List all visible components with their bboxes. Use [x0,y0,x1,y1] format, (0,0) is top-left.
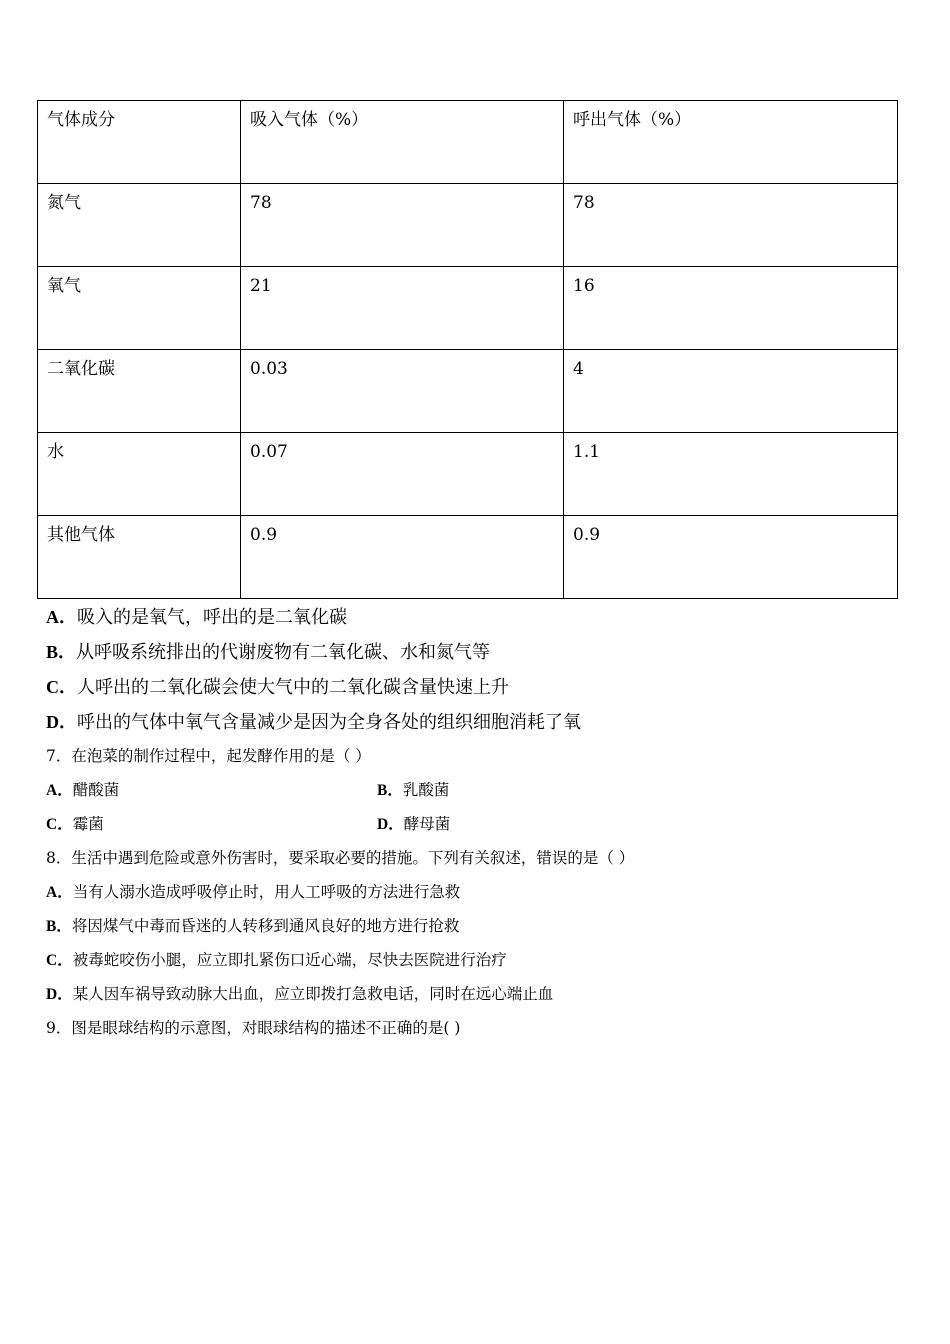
option-label: D． [46,986,73,1003]
q8-option-a [46,880,460,902]
table-cell: 78 [241,184,564,267]
q7-option-a [46,778,119,800]
table-cell: 氮气 [38,184,241,267]
option-label: D． [46,712,77,732]
table-header-row [38,101,898,184]
table-cell: 0.03 [241,350,564,433]
option-text: 人呼出的二氧化碳会使大气中的二氧化碳含量快速上升 [77,677,509,698]
option-text: 吸入的是氧气，呼出的是二氧化碳 [77,607,347,628]
q8-option-d [46,982,553,1004]
gas-composition-table [37,100,898,599]
q8-option-c [46,948,507,970]
table-cell: 0.9 [564,516,898,599]
table-cell: 4 [564,350,898,433]
option-label: A． [46,782,73,799]
header-cell: 吸入气体（%） [241,101,564,184]
option-label: B． [46,918,72,935]
q7-option-d [377,812,450,834]
table-cell: 水 [38,433,241,516]
table-cell: 21 [241,267,564,350]
q6-option-a [46,603,347,629]
option-label: A． [46,884,73,901]
option-label: C． [46,952,73,969]
option-label: C． [46,816,73,833]
header-cell: 呼出气体（%） [564,101,898,184]
option-text: 酵母菌 [403,815,451,833]
option-label: B． [377,782,403,799]
table-cell: 78 [564,184,898,267]
q7-option-c [46,812,104,834]
option-text: 将因煤气中毒而昏迷的人转移到通风良好的地方进行抢救 [71,917,460,935]
table-row [38,350,898,433]
option-text: 从呼吸系统排出的代谢废物有二氧化碳、水和氮气等 [76,642,491,663]
q9-stem: 9．图是眼球结构的示意图，对眼球结构的描述不正确的是( ) [46,1019,461,1037]
table-cell: 16 [564,267,898,350]
table-row [38,267,898,350]
q6-option-b [46,638,490,664]
q7-option-b [377,778,449,800]
table-cell: 其他气体 [38,516,241,599]
q7-stem: 7．在泡菜的制作过程中，起发酵作用的是（ ） [46,747,371,765]
option-text: 当有人溺水造成呼吸停止时，用人工呼吸的方法进行急救 [72,883,461,901]
option-text: 某人因车祸导致动脉大出血，应立即拨打急救电话，同时在远心端止血 [72,985,554,1003]
table-cell: 0.07 [241,433,564,516]
header-cell: 气体成分 [38,101,241,184]
option-text: 乳酸菌 [402,781,450,799]
table-cell: 氧气 [38,267,241,350]
q6-option-c [46,673,509,699]
option-text: 被毒蛇咬伤小腿，应立即扎紧伤口近心端，尽快去医院进行治疗 [72,951,507,969]
option-text: 霉菌 [72,815,104,833]
table-cell: 0.9 [241,516,564,599]
table-cell: 二氧化碳 [38,350,241,433]
table-row [38,516,898,599]
q8-stem: 8．生活中遇到危险或意外伤害时，要采取必要的措施。下列有关叙述，错误的是（ ） [46,849,635,867]
option-label: D． [377,816,404,833]
option-text: 醋酸菌 [72,781,120,799]
q6-option-d [46,708,581,734]
option-label: A． [46,607,77,627]
table-row [38,184,898,267]
option-label: C． [46,677,77,697]
table-cell: 1.1 [564,433,898,516]
option-label: B． [46,642,77,662]
q8-option-b [46,914,459,936]
option-text: 呼出的气体中氧气含量减少是因为全身各处的组织细胞消耗了氧 [77,712,581,733]
table-row [38,433,898,516]
